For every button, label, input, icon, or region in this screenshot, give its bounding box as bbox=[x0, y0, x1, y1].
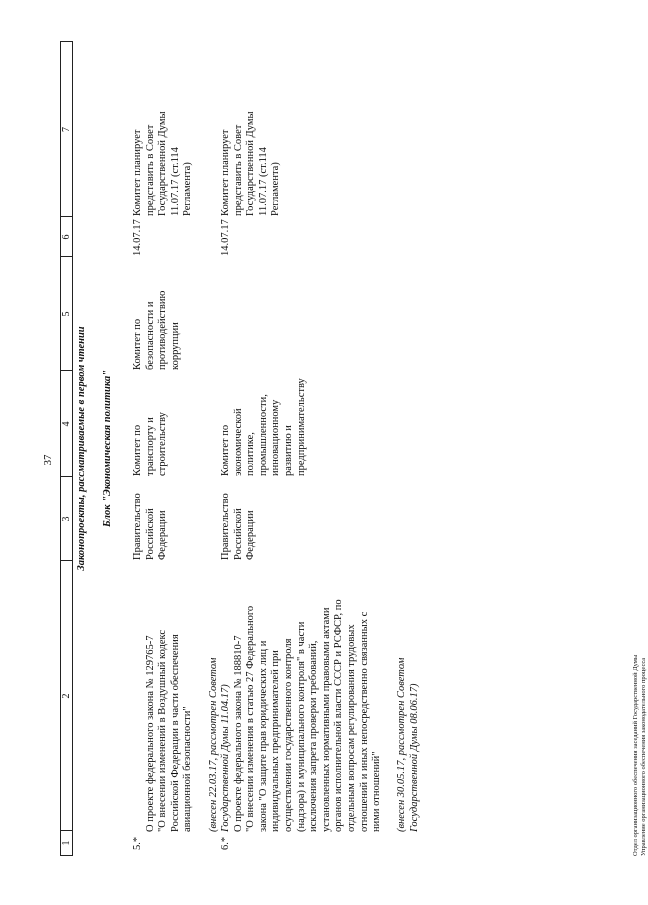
bill-title: О проекте федерального закона № 188810-7 "О внесении изменения в статью 27 Федерального закона "О защите прав юридических лиц и индивидуальных предпринимателей при осуществлении государственного контроля (надзора) и муниципального контроля" в части исключения запрета проверки требований, установленных нормативными правовыми актами органов исполнительной власти СССР и РСФСР, по отдельным вопросам регулирования трудовых отношений и иных непосредственно связанных с ними отношений" bbox=[232, 599, 383, 832]
co-committee: Комитет по безопасности и противодействию коррупции bbox=[132, 290, 181, 370]
committee-plan: Комитет планирует представить в Совет Государственной Думы 11.07.17 (ст.114 Регламента) bbox=[132, 111, 194, 216]
responsible-committee: Комитет по экономической политике, промышленности, инновационному развитию и предпринимательству bbox=[220, 378, 307, 476]
initiator: Правительство Российской Федерации bbox=[132, 493, 169, 560]
page-number: 37 bbox=[42, 454, 54, 466]
header-col-6: 6 bbox=[61, 234, 72, 240]
agenda-table bbox=[60, 41, 590, 856]
row-number: 6.* bbox=[220, 836, 231, 850]
header-col-2: 2 bbox=[61, 693, 72, 699]
responsible-committee: Комитет по транспорту и строительству bbox=[132, 412, 169, 476]
bill-description bbox=[220, 596, 434, 832]
section-title: Законопроекты, рассматриваемые в первом чтении bbox=[76, 326, 87, 571]
header-col-3: 3 bbox=[61, 516, 72, 522]
row-number: 5.* bbox=[132, 836, 143, 850]
bill-note: (внесен 22.03.17, рассмотрен Советом Государственной Думы 11.04.17) bbox=[207, 657, 232, 832]
header-col-7: 7 bbox=[61, 127, 72, 132]
committee-plan: Комитет планирует представить в Совет Государственной Думы 11.07.17 (ст.114 Регламента) bbox=[220, 111, 282, 216]
header-col-5: 5 bbox=[61, 311, 72, 317]
header-col-1: 1 bbox=[61, 840, 72, 846]
rotated-document-page bbox=[42, 50, 647, 870]
footer-note: Отдел организационного обеспечения заседаний Государственной Думы Управление организационного обеспечения законодательного процесса bbox=[632, 654, 647, 856]
bill-title: О проекте федерального закона № 129765-7 "О внесении изменений в Воздушный кодекс Российской Федерации в части обеспечения авиационной безопасности" bbox=[144, 629, 194, 832]
block-title: Блок "Экономическая политика" bbox=[102, 369, 113, 528]
deadline-date: 14.07.17 bbox=[220, 219, 231, 256]
deadline-date: 14.07.17 bbox=[132, 219, 143, 256]
bill-note: (внесен 30.05.17, рассмотрен Советом Государственной Думы 08.06.17) bbox=[396, 657, 420, 832]
header-col-4: 4 bbox=[61, 421, 72, 427]
table-header-row bbox=[60, 41, 73, 856]
initiator: Правительство Российской Федерации bbox=[220, 493, 257, 560]
